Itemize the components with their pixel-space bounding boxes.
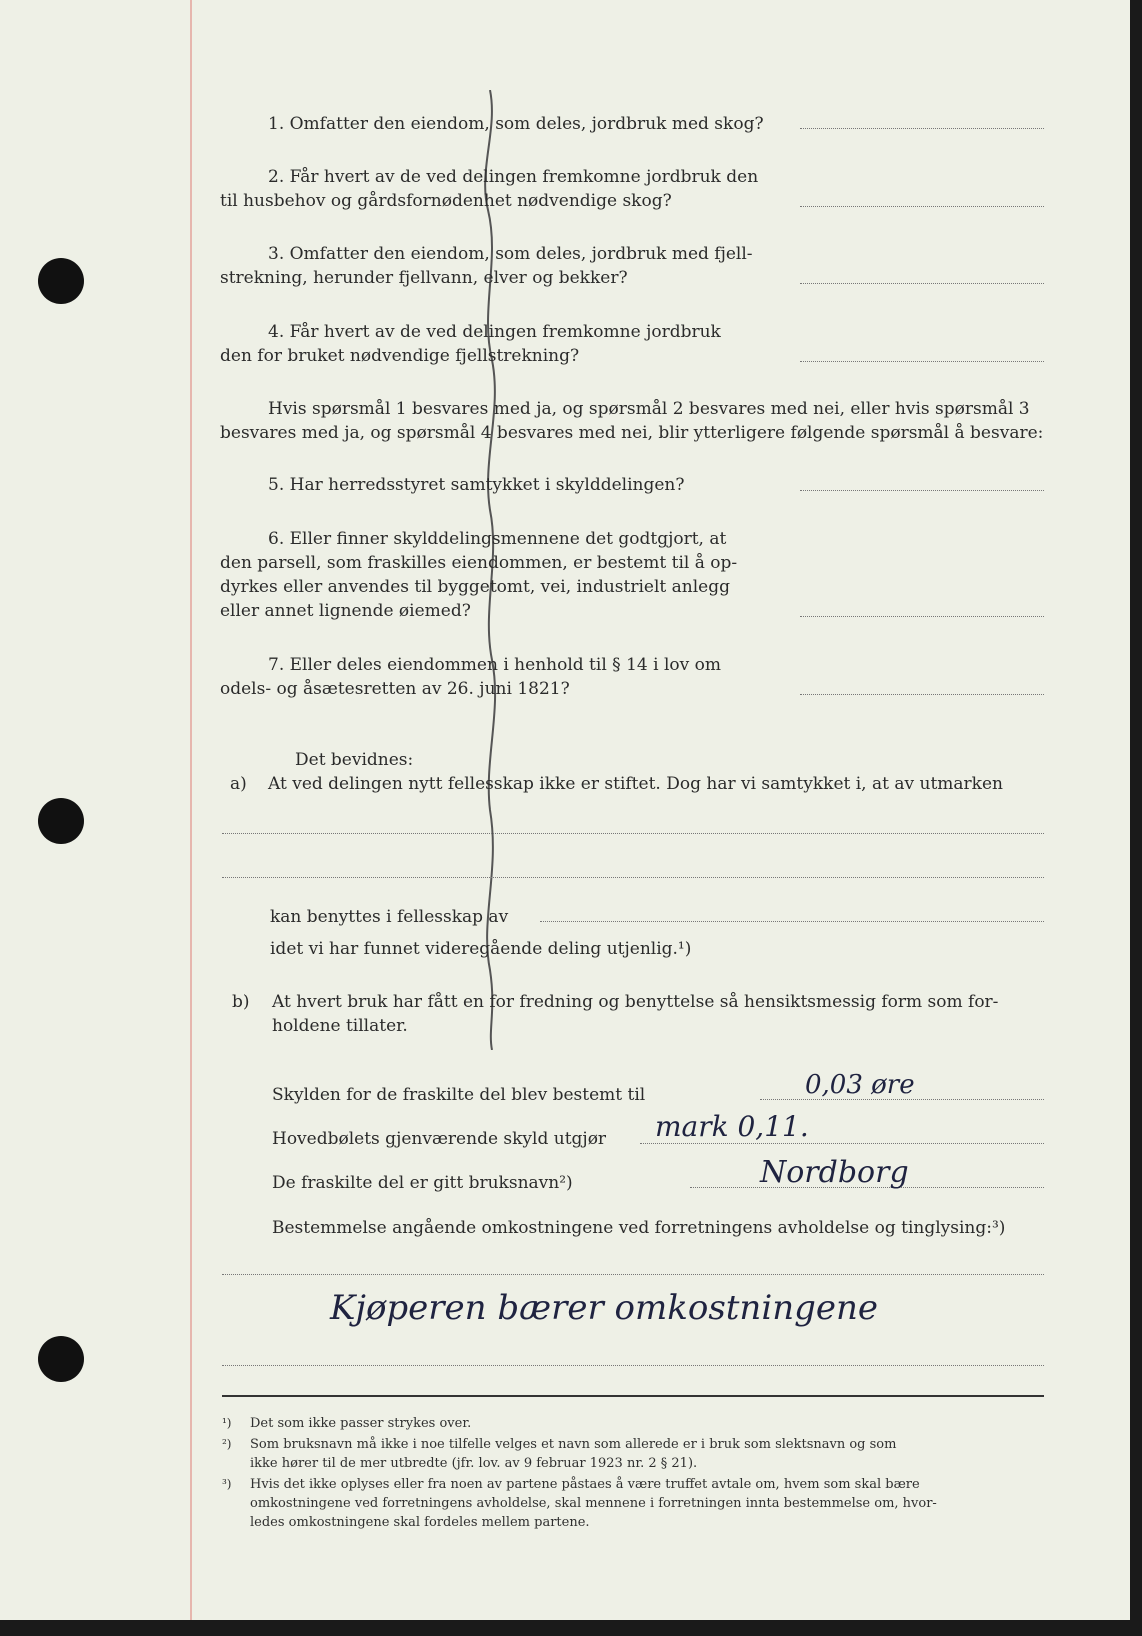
footnote-2-line-1: Som bruksnavn må ikke i noe tilfelle velges et navn som allerede er i bruk som slektsnavn og som xyxy=(250,1437,897,1452)
question-3-line-1: 3. Omfatter den eiendom, som deles, jordbruk med fjell- xyxy=(268,244,753,264)
question-5: 5. Har herredsstyret samtykket i skylddelingen? xyxy=(268,475,685,495)
footnote-separator xyxy=(222,1395,1044,1397)
certify-a-blank-1 xyxy=(222,833,1044,834)
question-4-line-1: 4. Får hvert av de ved delingen fremkomne jordbruk xyxy=(268,322,721,342)
certify-heading: Det bevidnes: xyxy=(295,750,414,770)
bruksnavn-handwritten-value: Nordborg xyxy=(760,1155,909,1190)
question-7-line-1: 7. Eller deles eiendommen i henhold til § 14 i lov om xyxy=(268,655,721,675)
certify-a-blank-3 xyxy=(540,921,1044,922)
question-6-line-1: 6. Eller finner skylddelingsmennene det godtgjort, at xyxy=(268,529,727,549)
answer-line-3 xyxy=(800,283,1044,284)
hovedbol-handwritten-value: mark 0,11. xyxy=(655,1110,809,1143)
certify-a-continued-2: idet vi har funnet videregående deling utjenlig.¹) xyxy=(270,939,692,959)
condition-line-1: Hvis spørsmål 1 besvares med ja, og spørsmål 2 besvares med nei, eller hvis spørsmål 3 xyxy=(268,399,1030,419)
answer-line-4 xyxy=(800,361,1044,362)
footnote-2-line-2: ikke hører til de mer utbredte (jfr. lov. av 9 februar 1923 nr. 2 § 21). xyxy=(250,1456,698,1471)
certify-a-label: a) xyxy=(230,774,247,794)
skyld-handwritten-value: 0,03 øre xyxy=(805,1070,915,1100)
bestemmelse-line-2 xyxy=(222,1365,1044,1366)
question-6-line-4: eller annet lignende øiemed? xyxy=(220,601,471,621)
question-2-line-1: 2. Får hvert av de ved delingen fremkomne jordbruk den xyxy=(268,167,759,187)
certify-b-line-2: holdene tillater. xyxy=(272,1016,408,1036)
bruksnavn-label: De fraskilte del er gitt bruksnavn²) xyxy=(272,1173,573,1193)
punch-hole-bottom xyxy=(38,1336,84,1382)
footnote-3-line-2: omkostningene ved forretningens avholdelse, skal mennene i forretningen innta bestemmelse om, hvor- xyxy=(250,1496,937,1511)
certify-a-blank-2 xyxy=(222,877,1044,878)
bestemmelse-label: Bestemmelse angående omkostningene ved forretningens avholdelse og tinglysing:³) xyxy=(272,1218,1006,1238)
certify-b-line-1: At hvert bruk har fått en for fredning og benyttelse så hensiktsmessig form som for- xyxy=(272,992,999,1012)
question-6-line-2: den parsell, som fraskilles eiendommen, er bestemt til å op- xyxy=(220,553,738,573)
question-4-line-2: den for bruket nødvendige fjellstrekning? xyxy=(220,346,580,366)
footnote-3-marker: ³) xyxy=(222,1477,232,1491)
red-margin-line xyxy=(190,0,192,1620)
certify-a-text: At ved delingen nytt fellesskap ikke er stiftet. Dog har vi samtykket i, at av utmarken xyxy=(268,774,1003,794)
bestemmelse-handwritten-value: Kjøperen bærer omkostningene xyxy=(330,1288,879,1328)
hovedbol-line xyxy=(640,1143,1044,1144)
question-6-line-3: dyrkes eller anvendes til byggetomt, vei, industrielt anlegg xyxy=(220,577,730,597)
bestemmelse-line-1 xyxy=(222,1274,1044,1275)
answer-line-6 xyxy=(800,616,1044,617)
punch-hole-top xyxy=(38,258,84,304)
question-7-line-2: odels- og åsætesretten av 26. juni 1821? xyxy=(220,679,570,699)
skyld-label: Skylden for de fraskilte del blev bestemt til xyxy=(272,1085,646,1105)
footnote-1-marker: ¹) xyxy=(222,1416,232,1430)
certify-b-label: b) xyxy=(232,992,250,1012)
footnote-2-marker: ²) xyxy=(222,1437,232,1451)
certify-a-continued-1: kan benyttes i fellesskap av xyxy=(270,907,509,927)
footnote-3-line-3: ledes omkostningene skal fordeles mellem partene. xyxy=(250,1515,590,1530)
answer-line-2 xyxy=(800,206,1044,207)
condition-line-2: besvares med ja, og spørsmål 4 besvares med nei, blir ytterligere følgende spørsmål å besvare: xyxy=(220,423,1044,443)
question-1: 1. Omfatter den eiendom, som deles, jordbruk med skog? xyxy=(268,114,764,134)
question-3-line-2: strekning, herunder fjellvann, elver og bekker? xyxy=(220,268,628,288)
question-2-line-2: til husbehov og gårdsfornødenhet nødvendige skog? xyxy=(220,191,672,211)
answer-line-5 xyxy=(800,490,1044,491)
footnote-1-line-1: Det som ikke passer strykes over. xyxy=(250,1416,472,1431)
hovedbol-label: Hovedbølets gjenværende skyld utgjør xyxy=(272,1129,607,1149)
answer-line-1 xyxy=(800,128,1044,129)
punch-hole-middle xyxy=(38,798,84,844)
answer-line-7 xyxy=(800,694,1044,695)
footnote-3-line-1: Hvis det ikke oplyses eller fra noen av partene påstaes å være truffet avtale om, hvem som skal bære xyxy=(250,1477,920,1492)
